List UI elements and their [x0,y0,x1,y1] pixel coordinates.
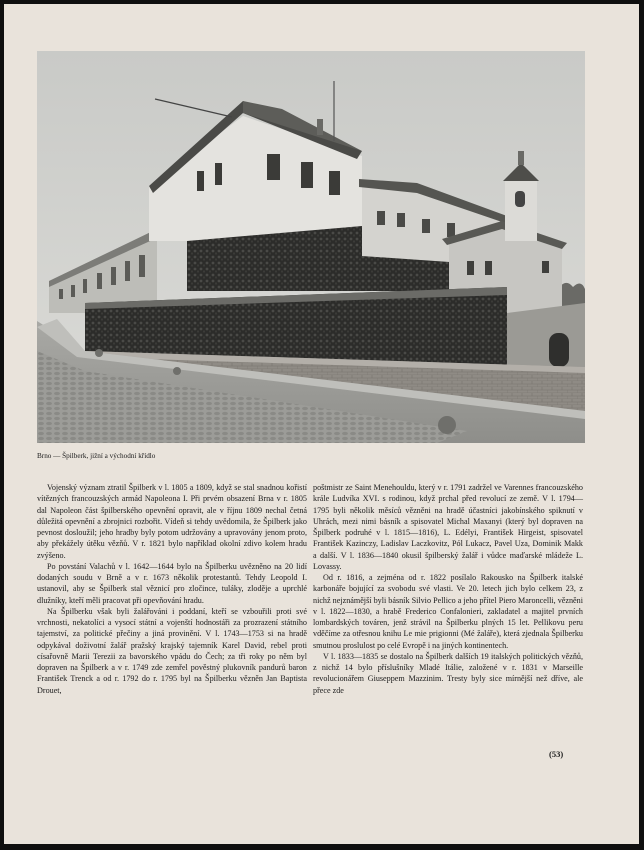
paragraph: Od r. 1816, a zejména od r. 1822 posílalo Rakousko na Špilberk italské karbonáře bojující za svobodu své vlasti. Ve 20. letech jich bylo celkem 23, z nichž nejznámější byli básník Silvio Pellico a jeho přítel Piero Maroncelli, vězněni v l. 1822—1830, a hrabě Frederico Confalonieri, zakladatel a majitel prvních lombardských továren, jenž strávil na Špilberku plných 15 let. Pellikovu peru vděčíme za otřesnou knihu Le mie prigionni (Mé žaláře), která zjednala Špilberku smutnou proslulost po celé Evropě i na jiných kontinentech. [313,573,583,650]
castle-photo [37,51,585,443]
paragraph: Vojenský význam ztratil Špilberk v l. 1805 a 1809, když se stal snadnou kořistí vítězných francouzských armád Napoleona I. Při prvém obsazení Brna v r. 1805 dal Napoleon část špilberského opevnění opravit, ale v říjnu 1809 nechal četná důležitá opevnění a zbrojnici rozbořit. Vídeň si tehdy uvědomila, že Špilberk jako pevnost dosloužil; jeho hradby byly potom udržovány a upravovány jenom proto, aby překážely útěku vězňů. V r. 1821 bylo například okolní zdivo kolem hradu zvýšeno. [37,483,307,560]
text-column-left [37,482,307,696]
paragraph: V l. 1833—1835 se dostalo na Špilberk dalších 19 italských politických vězňů, z nichž 14 bylo příslušníky Mladé Itálie, založené v r. 1831 v Marseille revolucionářem Giuseppem Mazzinim. Tresty byly sice mírnější než dříve, ale přece zde [313,651,583,695]
book-page [4,4,639,844]
page-number: (53) [549,749,564,759]
paragraph: poštmistr ze Saint Menehouldu, který v r. 1791 zadržel ve Varennes francouzského krále Ludvíka XVI. s rodinou, když prchal před revolucí ze země. V l. 1794—1795 byli několik měsíců vězněni na hradě účastníci jakobínského spiknutí v Uhrách, mezi nimi básník a spisovatel Michal Maxanyi (který byl dopraven na Špilberk podruhé v l. 1815—1816), L. Edélyi, František Hirgeist, spisovatel František Kazinczy, Ladislav Laczkovitz, Pól Lukacz, Pavel Uza, Dominik Makk a další. V l. 1836—1840 okusil špilberský žalář i vůdce maďarské mládeže L. Lovassy. [313,483,583,571]
paragraph: Na Špilberku však byli žalářováni i poddaní, kteří se vzbouřili proti své vrchnosti, nekatolíci a vysocí státní a vojenští hodnostáři za prozrazení státního tajemství, za politické přečiny a jiná provinění. V l. 1743—1753 si na hradě odpykával doživotní žalář pražský krajský tajemník Karel David, rebel proti císařovně Marii Terezii za bavorského vpádu do Čech; za tři roky po něm byl dopraven na Špilberk a v r. 1749 zde zemřel pověstný plukovník pandurů baron František Trenck a od r. 1792 do r. 1795 byl na Špilberku vězněn Jan Baptista Drouet, [37,606,307,695]
photo-caption: Brno — Špilberk, jižní a východní křídlo [37,452,156,460]
paragraph: Po povstání Valachů v l. 1642—1644 bylo na Špilberku uvězněno na 20 lidí dodaných soudu v Brně a v r. 1673 několik protestantů. Tehdy Leopold I. ustanovil, aby se Špilberk stal věznicí pro zločince, tuláky, zloděje a uprchlé dlužníky, kteří měli pracovat při opevňování hradu. [37,561,307,605]
text-column-right [313,482,583,696]
